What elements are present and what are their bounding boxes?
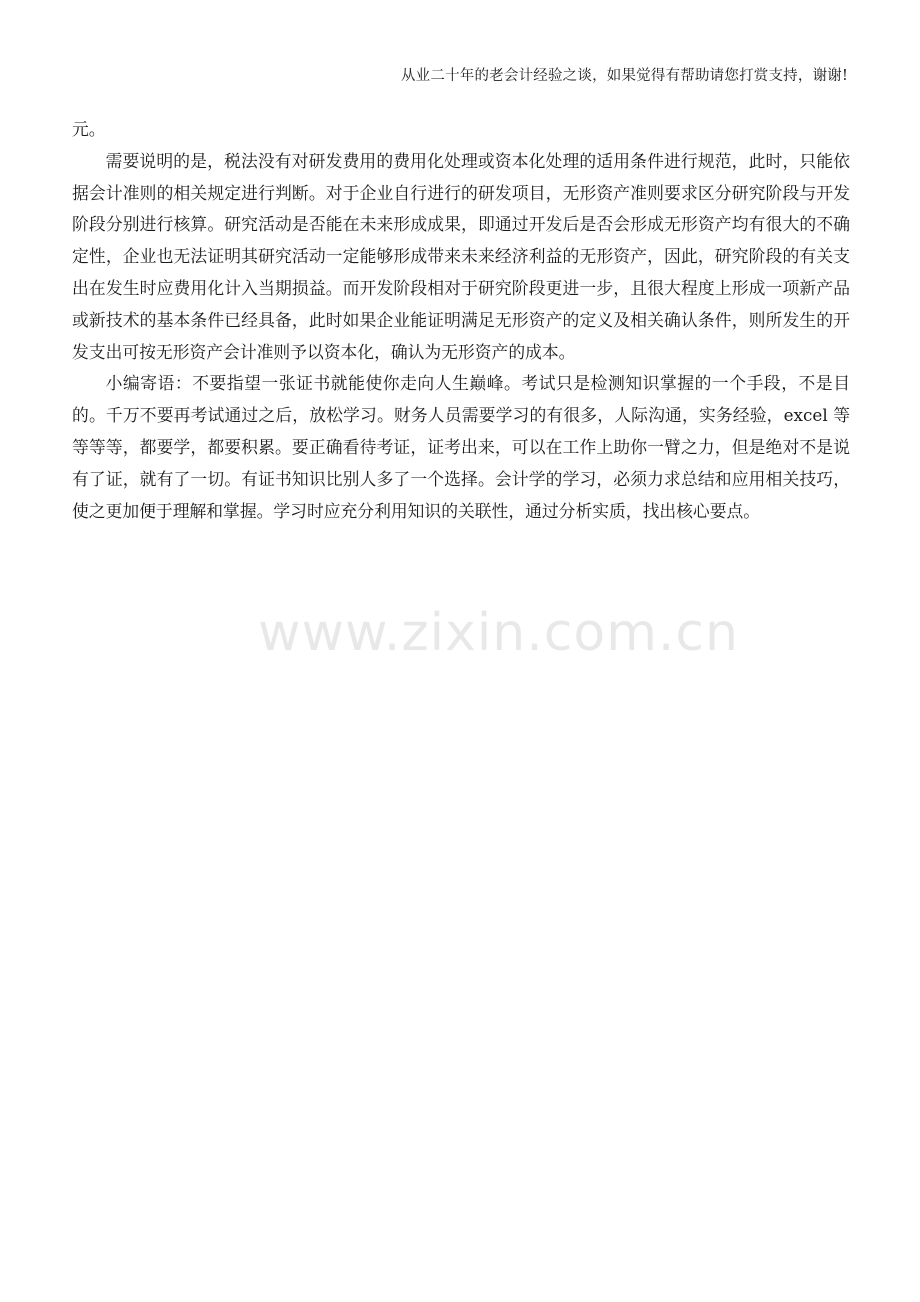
document-body — [72, 114, 850, 527]
paragraph-continuation: 元。 — [72, 119, 106, 139]
site-watermark: www.zixin.com.cn — [258, 603, 739, 663]
paragraph-editor-note: 小编寄语：不要指望一张证书就能使你走向人生巅峰。考试只是检测知识掌握的一个手段，不是目的。千万不要再考试通过之后，放松学习。财务人员需要学习的有很多，人际沟通，实务经验，excel 等等等等，都要学，都要积累。要正确看待考证，证考出来，可以在工作上助你一臂之力，但是绝对不是说有了证，就有了一切。有证书知识比别人多了一个选择。会计学的学习，必须力求总结和应用相关技巧，使之更加便于理解和掌握。学习时应充分利用知识的关联性，通过分析实质，找出核心要点。 — [72, 373, 850, 521]
paragraph-rd-expense-note: 需要说明的是，税法没有对研发费用的费用化处理或资本化处理的适用条件进行规范，此时，只能依据会计准则的相关规定进行判断。对于企业自行进行的研发项目，无形资产准则要求区分研究阶段与开发阶段分别进行核算。研究活动是否能在未来形成成果，即通过开发后是否会形成无形资产均有很大的不确定性，企业也无法证明其研究活动一定能够形成带来未来经济利益的无形资产，因此，研究阶段的有关支出在发生时应费用化计入当期损益。而开发阶段相对于研究阶段更进一步，且很大程度上形成一项新产品或新技术的基本条件已经具备，此时如果企业能证明满足无形资产的定义及相关确认条件，则所发生的开发支出可按无形资产会计准则予以资本化，确认为无形资产的成本。 — [72, 150, 850, 362]
page-header-tagline: 从业二十年的老会计经验之谈，如果觉得有帮助请您打赏支持，谢谢! — [400, 68, 848, 84]
